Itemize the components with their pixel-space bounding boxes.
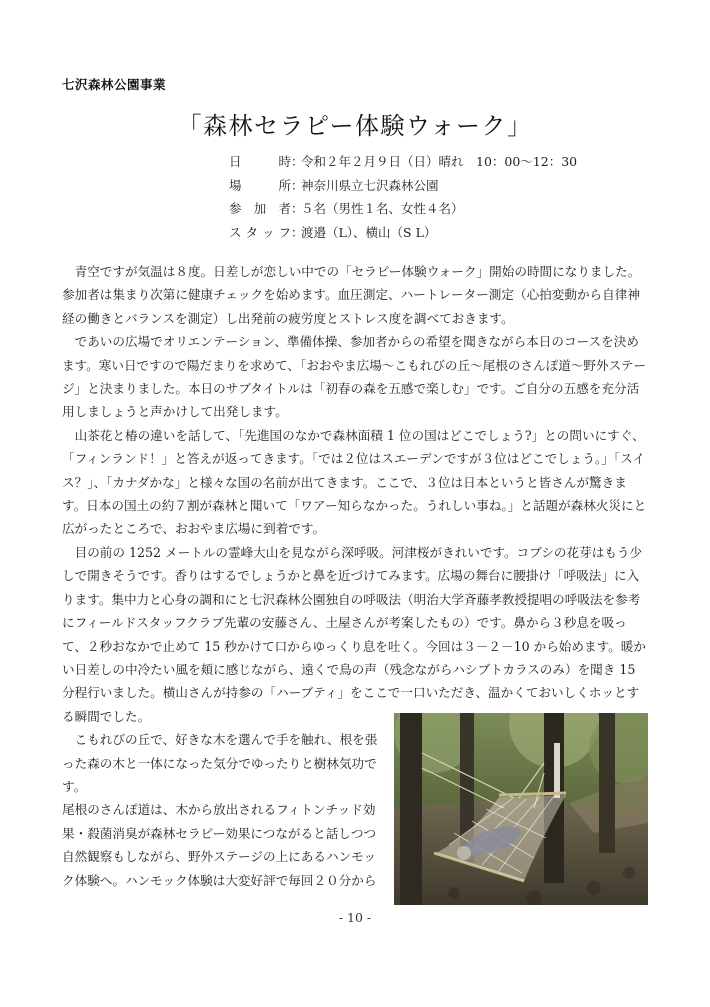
paragraph: 青空ですが気温は８度。日差しが恋しい中での「セラピー体験ウォーク」開始の時間になりました。参加者は集まり次第に健康チェックを始めます。血圧測定、ハートレーター測定（心拍変動から自律神経の働きとバランスを測定）し出発前の疲労度とストレス度を調べておきます。: [62, 264, 641, 326]
organization-label: 七沢森林公園事業: [62, 77, 167, 92]
event-info: [229, 150, 577, 244]
info-value: 令和２年２月９日（日）晴れ 10：00～12：30: [301, 154, 578, 169]
info-label: スタッフ: [229, 224, 291, 240]
info-row-participants: 参 加 者 ： ５名（男性１名、女性４名）: [229, 197, 577, 221]
info-row-place: 場 所 ： 神奈川県立七沢森林公園: [229, 174, 577, 198]
info-value: 渡邉（L）、横山（S L）: [301, 224, 437, 240]
info-value: 神奈川県立七沢森林公園: [301, 177, 439, 193]
info-value: ５名（男性１名、女性４名）: [301, 201, 464, 216]
info-label: 参 加 者: [229, 201, 291, 216]
paragraph: であいの広場でオリエンテーション、準備体操、参加者からの希望を聞きながら本日のコースを決めます。寒い日ですので陽だまりを求めて、「おおやま広場～こもれびの丘～尾根のさんぽ道～野外ステージ」と決まりました。本日のサブタイトルは「初春の森を五感で楽しむ」です。ご自分の五感を充分活用しましょうと声かけして出発します。: [62, 334, 647, 420]
paragraph: 山茶花と椿の違いを話して、「先進国のなかで森林面積 1 位の国はどこでしょう?」との問いにすぐ、「フィンランド！」と答えが返ってきます。「では２位はスエーデンですが３位はどこでしょう。」「スイス？」、「カナダかな」と様々な国の名前が出てきます。ここで、３位は日本というと皆さんが驚きます。日本の国土の約７割が森林と聞いて「ワアー知らなかった。うれしい事ね。」と話題が森林火災にと広がったところで、おおやま広場に到着です。: [62, 427, 647, 537]
info-row-staff: スタッフ ： 渡邉（L）、横山（S L）: [229, 221, 577, 245]
paragraph: こもれびの丘で、好きな木を選んで手を触れ、根を張った森の木と一体になった気分でゆったりと樹林気功です。: [62, 732, 378, 794]
page-title: 「森林セラピー体験ウォーク」: [177, 112, 533, 140]
info-label: 日 時: [229, 154, 291, 169]
paragraph: 目の前の 1252 メートルの霊峰大山を見ながら深呼吸。河津桜がきれいです。コブシの花芽はもう少しで開きそうです。香りはするでしょうかと鼻を近づけてみます。広場の舞台に腰掛け「呼吸法」に入ります。集中力と心身の調和にと七沢森林公園独自の呼吸法（明治大学斉藤孝教授提唱の呼吸法を参考にフィールドスタッフクラブ先輩の安藤さん、土屋さんが考案したもの）です。鼻から３秒息を吸って、２秒おなかで止めて 15 秒かけて口からゆっくり息を吐く。今回は３－２－10 から始めます。暖かい日差しの中冷たい風を頬に感じながら、遠くで鳥の声（残念ながらハシブトカラスのみ）を聞き 15 分程行いました。横山さんが持参の「ハーブティ」をここで一口いただき、温かくておいしくホッとする瞬間でした。: [62, 544, 646, 724]
page-number: - 10 -: [338, 910, 372, 925]
paragraph: 尾根のさんぽ道は、木から放出されるフィトンチッド効果・殺菌消臭が森林セラピー効果につながると話しつつ自然観察もしながら、野外ステージの上にあるハンモック体験へ。ハンモック体験は大変好評で毎回２０分から: [62, 802, 377, 888]
info-row-date: 日 時 ： 令和２年２月９日（日）晴れ 10：00～12：30: [229, 150, 577, 174]
hammock-photo: [394, 713, 648, 905]
info-label: 場 所: [229, 177, 291, 193]
